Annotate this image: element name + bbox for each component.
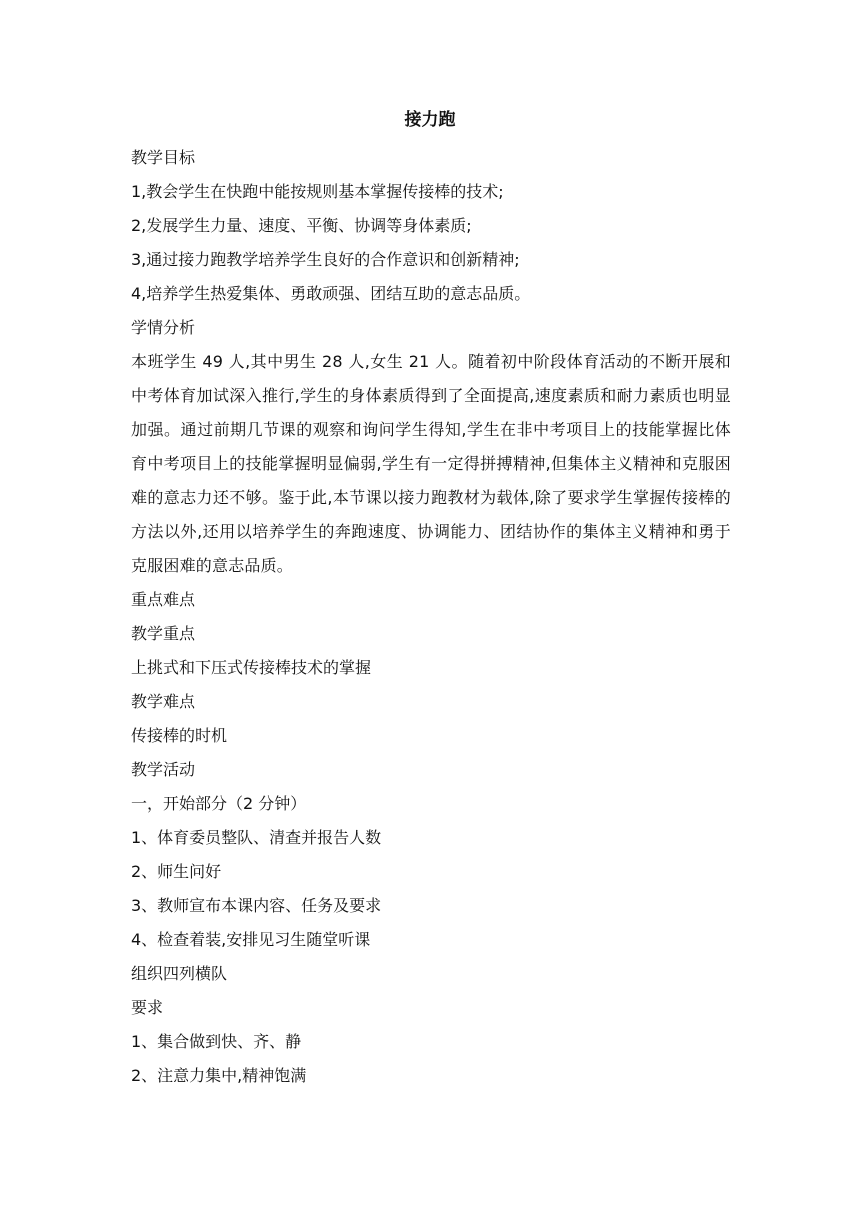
- heading-requirements: 要求: [131, 998, 164, 1017]
- goal-item-4: 4,培养学生热爱集体、勇敢顽强、团结互助的意志品质。: [131, 284, 531, 303]
- activity-part-1-heading: 一，开始部分（2 分钟）: [131, 794, 307, 813]
- heading-teaching-difficulty: 教学难点: [131, 692, 196, 711]
- student-analysis-paragraph: 本班学生 49 人,其中男生 28 人,女生 21 人。随着初中阶段体育活动的不断开展和中考体育加试深入推行,学生的身体素质得到了全面提高,速度素质和耐力素质也明显加强。通过前期几节课的观察和询问学生得知,学生在非中考项目上的技能掌握比体育中考项目上的技能掌握明显偏弱,学生有一定得拼搏精神,但集体主义精神和克服困难的意志力还不够。鉴于此,本节课以接力跑教材为载体,除了要求学生掌握传接棒的方法以外,还用以培养学生的奔跑速度、协调能力、团结协作的集体主义精神和勇于克服困难的意志品质。: [131, 352, 731, 575]
- document-title: 接力跑: [404, 110, 456, 130]
- goal-item-3: 3,通过接力跑教学培养学生良好的合作意识和创新精神;: [131, 250, 520, 269]
- organization-text: 组织四列横队: [131, 964, 228, 983]
- heading-teaching-activities: 教学活动: [131, 760, 196, 779]
- teaching-focus-text: 上挑式和下压式传接棒技术的掌握: [131, 658, 372, 677]
- activity-step-2: 2、师生问好: [131, 862, 222, 881]
- heading-key-difficulties: 重点难点: [131, 590, 196, 609]
- heading-teaching-focus: 教学重点: [131, 624, 196, 643]
- teaching-difficulty-text: 传接棒的时机: [131, 726, 228, 745]
- requirement-1: 1、集合做到快、齐、静: [131, 1032, 302, 1051]
- document-body: [131, 141, 731, 1093]
- goal-item-1: 1,教会学生在快跑中能按规则基本掌握传接棒的技术;: [131, 182, 504, 201]
- heading-teaching-goals: 教学目标: [131, 148, 196, 167]
- activity-step-4: 4、检查着装,安排见习生随堂听课: [131, 930, 371, 949]
- goal-item-2: 2,发展学生力量、速度、平衡、协调等身体素质;: [131, 216, 472, 235]
- requirement-2: 2、注意力集中,精神饱满: [131, 1066, 307, 1085]
- activity-step-1: 1、体育委员整队、清查并报告人数: [131, 828, 382, 847]
- activity-step-3: 3、教师宣布本课内容、任务及要求: [131, 896, 382, 915]
- heading-student-analysis: 学情分析: [131, 318, 196, 337]
